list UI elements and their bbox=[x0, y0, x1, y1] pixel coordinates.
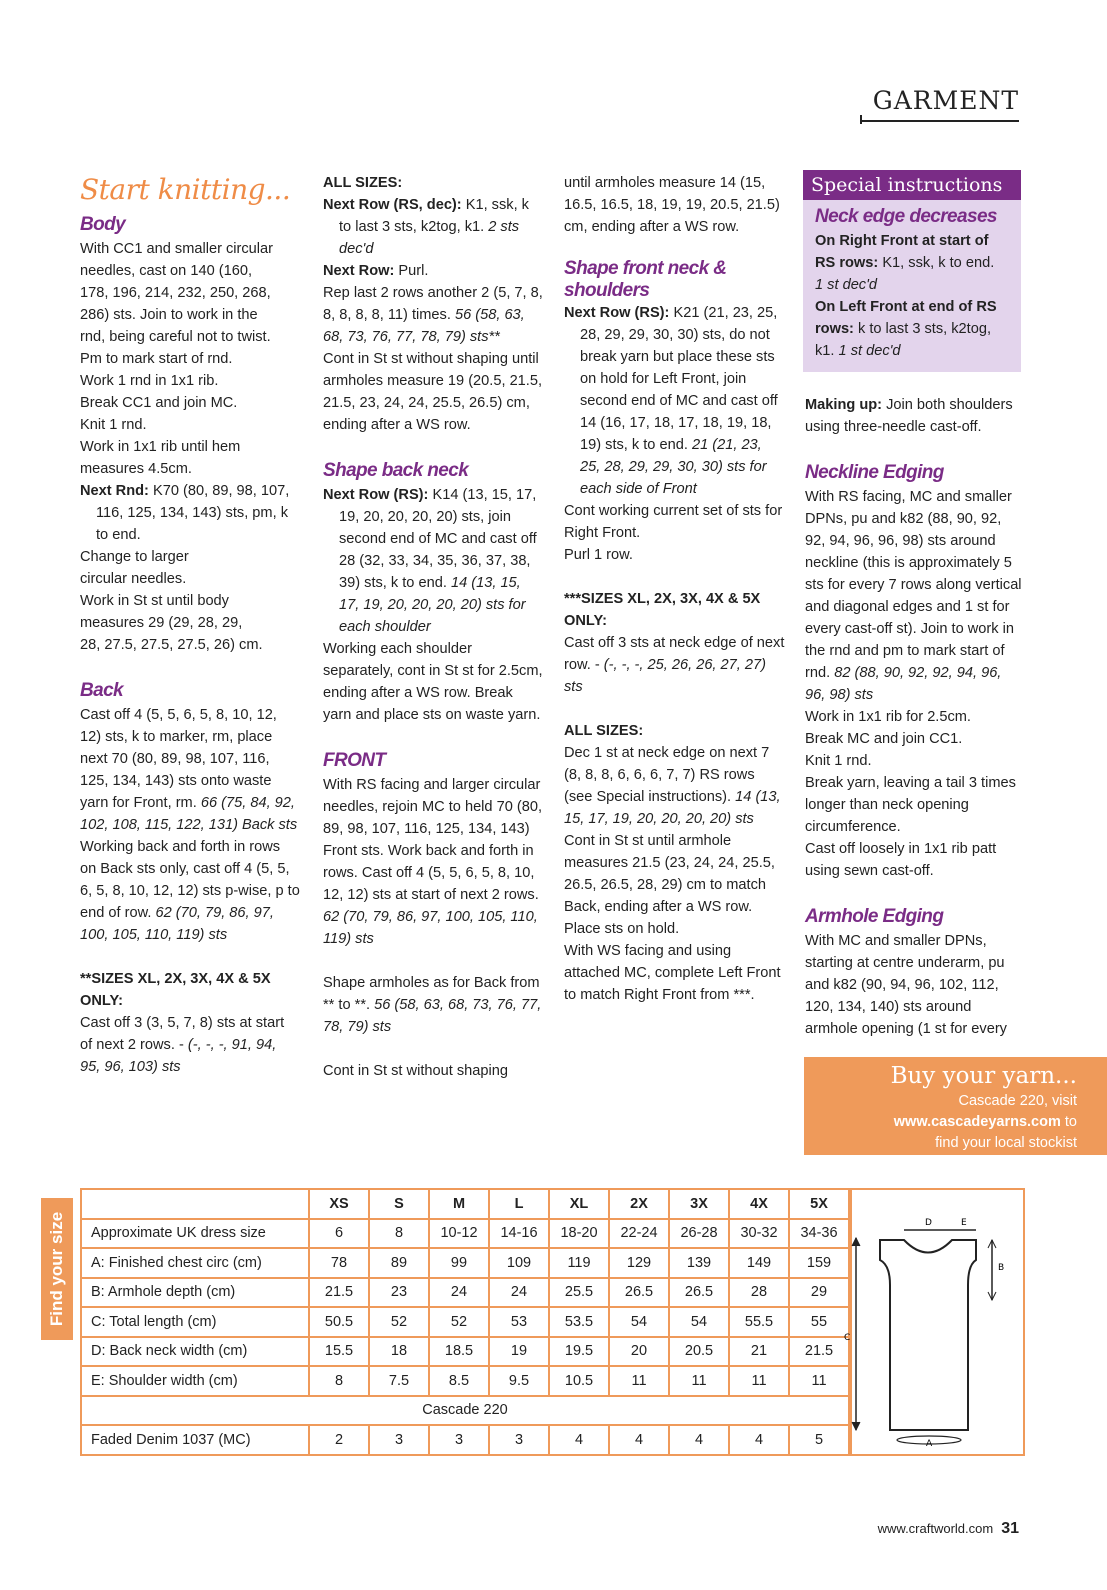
body-instructions bbox=[80, 238, 300, 480]
neckline-instruction: With RS facing, MC and smaller DPNs, pu and k82 (88, 90, 92, 92, 94, 96, 96, 98) sts around neckline (this is approximately 5 sts for every 7 rows along vertical and diagonal edges and 1 st for every cast-off st). Join to work in the rnd and pm to mark start of rnd. 82 (88, 90, 92, 92, 94, 96, 96, 98) sts bbox=[805, 489, 1022, 703]
page-footer bbox=[878, 1520, 1019, 1538]
table-cell: 22-24 bbox=[609, 1219, 669, 1249]
next-row-purl: Next Row: Purl. bbox=[323, 263, 429, 279]
text-line: 178, 196, 214, 232, 250, 268, bbox=[80, 285, 271, 301]
table-cell: 21 bbox=[729, 1337, 789, 1367]
text-line: Knit 1 rnd. bbox=[805, 753, 872, 769]
size-header: S bbox=[369, 1189, 429, 1219]
table-cell: 5 bbox=[789, 1425, 849, 1455]
table-cell: 54 bbox=[609, 1307, 669, 1337]
text-line: 286) sts. Join to work in the bbox=[80, 307, 258, 323]
text-line: Break yarn, leaving a tail 3 times longer than neck opening circumference. bbox=[805, 775, 1016, 835]
table-cell: 4 bbox=[669, 1425, 729, 1455]
body-instructions-2 bbox=[80, 546, 300, 656]
table-cell: 4 bbox=[729, 1425, 789, 1455]
find-your-size-tab: Find your size bbox=[41, 1198, 73, 1340]
front-neck-row: Next Row (RS): K21 (21, 23, 25, 28, 29, 29, 30, 30) sts, do not break yarn but place these sts on hold for Left Front, join second end of MC and cast off 14 (16, 17, 18, 17, 18, 19, 18, 19) sts, k to end. 21 (21, 23, 25, 28, 29, 29, 30, 30) sts for each side of Front bbox=[564, 305, 778, 497]
back-heading: Back bbox=[80, 680, 124, 701]
sizes-heading-3: ***SIZES XL, 2X, 3X, 4X & 5X ONLY: bbox=[564, 591, 761, 629]
armhole-instruction: With MC and smaller DPNs, starting at centre underarm, pu and k82 (90, 94, 96, 102, 112, 120, 134, 140) sts around armhole opening (1 st for every bbox=[805, 933, 1007, 1037]
table-cell: 26.5 bbox=[609, 1278, 669, 1308]
footer-url[interactable]: www.craftworld.com bbox=[877, 1521, 994, 1536]
table-cell: 8.5 bbox=[429, 1366, 489, 1396]
garment-diagram bbox=[844, 1188, 1025, 1456]
back-rows: Working back and forth in rows on Back sts only, cast off 4 (5, 5, 6, 5, 8, 10, 12, 12) sts p-wise, p to end of row. 62 (70, 79, 86, 97, 100, 105, 110, 119) sts bbox=[80, 839, 300, 943]
table-cell: 10.5 bbox=[549, 1366, 609, 1396]
neck-edge-heading: Neck edge decreases bbox=[815, 206, 997, 227]
armhole-heading: Armhole Edging bbox=[805, 906, 944, 927]
left-front-instruction: With WS facing and using attached MC, complete Left Front to match Right Front from ***. bbox=[564, 943, 781, 1003]
text-line: 28, 27.5, 27.5, 27.5, 26) cm. bbox=[80, 637, 263, 653]
shoulder-instruction: Working each shoulder separately, cont in St st for 2.5cm, ending after a WS row. Break yarn and place sts on waste yarn. bbox=[323, 641, 543, 723]
row-label: Approximate UK dress size bbox=[81, 1219, 309, 1249]
front-instruction: With RS facing and larger circular needles, rejoin MC to held 70 (80, 89, 98, 107, 116, 125, 134, 143) Front sts. Work back and forth in rows. Cast off 4 (5, 5, 6, 5, 8, 10, 12, 12) sts at start of next 2 rows. 62 (70, 79, 86, 97, 100, 105, 110, 119) sts bbox=[323, 777, 543, 947]
table-cell: 19.5 bbox=[549, 1337, 609, 1367]
table-cell: 50.5 bbox=[309, 1307, 369, 1337]
start-knitting-title: Start knitting... bbox=[80, 173, 291, 206]
repeat-rows: Rep last 2 rows another 2 (5, 7, 8, 8, 8, 8, 8, 11) times. 56 (58, 63, 68, 73, 76, 77, 78, 79) sts** bbox=[323, 285, 543, 345]
table-cell: 10-12 bbox=[429, 1219, 489, 1249]
table-cell: 30-32 bbox=[729, 1219, 789, 1249]
table-cell: 29 bbox=[789, 1278, 849, 1308]
text-line: measures 4.5cm. bbox=[80, 461, 192, 477]
text-line: measures 29 (29, 28, 29, bbox=[80, 615, 243, 631]
table-cell: 25.5 bbox=[549, 1278, 609, 1308]
text-line: needles, cast on 140 (160, bbox=[80, 263, 253, 279]
text-line: Break MC and join CC1. bbox=[805, 731, 963, 747]
row-label: C: Total length (cm) bbox=[81, 1307, 309, 1337]
diagram-label-a: A bbox=[926, 1439, 933, 1449]
size-header: 2X bbox=[609, 1189, 669, 1219]
text-line: circular needles. bbox=[80, 571, 187, 587]
dec-instruction: Dec 1 st at neck edge on next 7 (8, 8, 8, 6, 6, 6, 7, 7) RS rows (see Special instructions). 14 (13, 15, 17, 19, 20, 20, 20, 20) sts bbox=[564, 745, 781, 827]
neckline-rest bbox=[805, 706, 1025, 882]
table-cell: 9.5 bbox=[489, 1366, 549, 1396]
all-sizes-heading-3: ALL SIZES: bbox=[564, 723, 644, 739]
table-cell: 11 bbox=[609, 1366, 669, 1396]
text-line: Work in 1x1 rib for 2.5cm. bbox=[805, 709, 971, 725]
table-cell: 20.5 bbox=[669, 1337, 729, 1367]
table-cell: 4 bbox=[609, 1425, 669, 1455]
back-neck-row: Next Row (RS): K14 (13, 15, 17, 19, 20, 20, 20, 20) sts, join second end of MC and cast off 28 (32, 33, 34, 35, 36, 37, 38, 39) sts, k to end. 14 (13, 15, 17, 19, 20, 20, 20, 20) sts for each shoulder bbox=[323, 487, 537, 635]
size-header: L bbox=[489, 1189, 549, 1219]
place-sts: Place sts on hold. bbox=[564, 921, 680, 937]
shape-armholes: Shape armholes as for Back from ** to **. 56 (58, 63, 68, 73, 76, 77, 78, 79) sts bbox=[323, 975, 542, 1035]
table-cell: 18-20 bbox=[549, 1219, 609, 1249]
row-label: A: Finished chest circ (cm) bbox=[81, 1248, 309, 1278]
table-cell: 159 bbox=[789, 1248, 849, 1278]
table-cell: 54 bbox=[669, 1307, 729, 1337]
cont-working: Cont working current set of sts for Right Front. bbox=[564, 503, 783, 541]
row-label: B: Armhole depth (cm) bbox=[81, 1278, 309, 1308]
size-header: XL bbox=[549, 1189, 609, 1219]
table-cell: 7.5 bbox=[369, 1366, 429, 1396]
table-cell: 20 bbox=[609, 1337, 669, 1367]
table-cell: 21.5 bbox=[789, 1337, 849, 1367]
next-row-dec: Next Row (RS, dec): K1, ssk, k to last 3 sts, k2tog, k1. 2 sts dec'd bbox=[323, 197, 529, 257]
buy-yarn-line1: Cascade 220, visit bbox=[958, 1093, 1077, 1109]
special-instructions-box bbox=[803, 170, 1021, 372]
table-cell: 53 bbox=[489, 1307, 549, 1337]
table-cell: 3 bbox=[429, 1425, 489, 1455]
sizes-castoff-3: Cast off 3 sts at neck edge of next row. - (-, -, -, 25, 26, 26, 27, 27) sts bbox=[564, 635, 785, 695]
table-row bbox=[81, 1307, 849, 1337]
diagram-label-e: E bbox=[961, 1218, 967, 1228]
table-row bbox=[81, 1278, 849, 1308]
table-cell: 89 bbox=[369, 1248, 429, 1278]
table-cell: 78 bbox=[309, 1248, 369, 1278]
table-cell: 11 bbox=[789, 1366, 849, 1396]
table-cell: 119 bbox=[549, 1248, 609, 1278]
table-cell: 18.5 bbox=[429, 1337, 489, 1367]
table-cell: 14-16 bbox=[489, 1219, 549, 1249]
size-header: 5X bbox=[789, 1189, 849, 1219]
table-cell: 8 bbox=[369, 1219, 429, 1249]
text-line: Pm to mark start of rnd. bbox=[80, 351, 233, 367]
table-cell: 4 bbox=[549, 1425, 609, 1455]
page-number: 31 bbox=[1001, 1520, 1019, 1537]
table-cell: 6 bbox=[309, 1219, 369, 1249]
diagram-label-c: C bbox=[844, 1333, 851, 1343]
yarn-heading: Cascade 220 bbox=[81, 1396, 849, 1426]
cont-st-st: Cont in St st without shaping until armholes measure 19 (20.5, 21.5, 21.5, 23, 24, 24, 25.5, 26.5) cm, ending after a WS row. bbox=[323, 351, 543, 433]
cont-armhole: Cont in St st until armhole measures 21.5 (23, 24, 24, 25.5, 26.5, 26.5, 28, 29) cm to match Back, ending after a WS row. bbox=[564, 833, 775, 915]
armhole-measure: until armholes measure 14 (15, 16.5, 16.5, 18, 19, 19, 20.5, 21.5) cm, ending after a WS row. bbox=[564, 175, 780, 235]
size-header: 3X bbox=[669, 1189, 729, 1219]
table-cell: 26.5 bbox=[669, 1278, 729, 1308]
row-label: D: Back neck width (cm) bbox=[81, 1337, 309, 1367]
table-cell: 18 bbox=[369, 1337, 429, 1367]
column-3 bbox=[564, 172, 786, 1006]
right-front-dec: On Right Front at start of RS rows: K1, ssk, k to end. 1 st dec'd bbox=[815, 233, 995, 293]
text-line: Change to larger bbox=[80, 549, 189, 565]
table-cell: 11 bbox=[729, 1366, 789, 1396]
special-instructions-title: Special instructions bbox=[803, 170, 1021, 200]
next-rnd-instruction: Next Rnd: K70 (80, 89, 98, 107, 116, 125, 134, 143) sts, pm, k to end. bbox=[80, 483, 290, 543]
text-line: With CC1 and smaller circular bbox=[80, 241, 274, 257]
shape-front-neck-heading: Shape front neck & shoulders bbox=[564, 258, 727, 301]
yarn-url-link[interactable]: www.cascadeyarns.com bbox=[893, 1114, 1061, 1130]
text-line: Knit 1 rnd. bbox=[80, 417, 147, 433]
all-sizes-heading: ALL SIZES: bbox=[323, 175, 403, 191]
diagram-label-b: B bbox=[998, 1263, 1005, 1273]
table-cell: 19 bbox=[489, 1337, 549, 1367]
table-cell: 8 bbox=[309, 1366, 369, 1396]
text-line: Work in 1x1 rib until hem bbox=[80, 439, 241, 455]
table-cell: 55.5 bbox=[729, 1307, 789, 1337]
table-row bbox=[81, 1366, 849, 1396]
purl-row: Purl 1 row. bbox=[564, 547, 633, 563]
text-line: Break CC1 and join MC. bbox=[80, 395, 238, 411]
body-heading: Body bbox=[80, 214, 126, 235]
table-row bbox=[81, 1425, 849, 1455]
section-rule bbox=[860, 120, 1019, 122]
row-label: Faded Denim 1037 (MC) bbox=[81, 1425, 309, 1455]
table-cell: 52 bbox=[429, 1307, 489, 1337]
diagram-label-d: D bbox=[925, 1218, 932, 1228]
table-cell: 15.5 bbox=[309, 1337, 369, 1367]
text-line: rnd, being careful not to twist. bbox=[80, 329, 271, 345]
size-table bbox=[80, 1188, 850, 1456]
table-cell: 11 bbox=[669, 1366, 729, 1396]
table-cell: 24 bbox=[429, 1278, 489, 1308]
table-cell: 21.5 bbox=[309, 1278, 369, 1308]
table-row bbox=[81, 1337, 849, 1367]
table-cell: 129 bbox=[609, 1248, 669, 1278]
table-cell: 3 bbox=[489, 1425, 549, 1455]
text-line: Work in St st until body bbox=[80, 593, 229, 609]
table-cell: 52 bbox=[369, 1307, 429, 1337]
buy-yarn-line3: find your local stockist bbox=[935, 1135, 1077, 1151]
text-line: Work 1 rnd in 1x1 rib. bbox=[80, 373, 219, 389]
sizes-castoff: Cast off 3 (3, 5, 7, 8) sts at start of next 2 rows. - (-, -, -, 91, 94, 95, 96, 103) sts bbox=[80, 1015, 285, 1075]
table-cell: 34-36 bbox=[789, 1219, 849, 1249]
buy-yarn-box: Buy your yarn... Cascade 220, visit www.cascadeyarns.com to find your local stockist bbox=[804, 1057, 1107, 1155]
table-row bbox=[81, 1248, 849, 1278]
column-2 bbox=[323, 172, 543, 1082]
table-cell: 55 bbox=[789, 1307, 849, 1337]
text-line: Cast off loosely in 1x1 rib patt using sewn cast-off. bbox=[805, 841, 997, 879]
section-label: GARMENT bbox=[872, 86, 1019, 115]
table-cell: 24 bbox=[489, 1278, 549, 1308]
column-1 bbox=[80, 170, 300, 1078]
table-cell: 3 bbox=[369, 1425, 429, 1455]
column-4 bbox=[805, 170, 1025, 1040]
table-cell: 139 bbox=[669, 1248, 729, 1278]
size-header: XS bbox=[309, 1189, 369, 1219]
table-cell: 109 bbox=[489, 1248, 549, 1278]
table-cell: 23 bbox=[369, 1278, 429, 1308]
size-header: 4X bbox=[729, 1189, 789, 1219]
sizes-heading: **SIZES XL, 2X, 3X, 4X & 5X ONLY: bbox=[80, 971, 271, 1009]
shape-back-neck-heading: Shape back neck bbox=[323, 460, 469, 481]
table-cell: 99 bbox=[429, 1248, 489, 1278]
table-corner bbox=[81, 1189, 309, 1219]
table-cell: 2 bbox=[309, 1425, 369, 1455]
back-castoff: Cast off 4 (5, 5, 6, 5, 8, 10, 12, 12) sts, k to marker, rm, place next 70 (80, 89, 98, 107, 116, 125, 134, 143) sts onto waste yarn for Front, rm. 66 (75, 84, 92, 102, 108, 115, 122, 131) Back sts bbox=[80, 707, 298, 833]
table-row bbox=[81, 1219, 849, 1249]
buy-yarn-title: Buy your yarn... bbox=[890, 1063, 1077, 1089]
making-up: Making up: Join both shoulders using three-needle cast-off. bbox=[805, 397, 1013, 435]
table-cell: 26-28 bbox=[669, 1219, 729, 1249]
table-cell: 149 bbox=[729, 1248, 789, 1278]
left-front-dec: On Left Front at end of RS rows: k to last 3 sts, k2tog, k1. 1 st dec'd bbox=[815, 299, 997, 359]
table-cell: 28 bbox=[729, 1278, 789, 1308]
size-header: M bbox=[429, 1189, 489, 1219]
table-cell: 53.5 bbox=[549, 1307, 609, 1337]
cont-without-shaping: Cont in St st without shaping bbox=[323, 1063, 508, 1079]
front-heading: FRONT bbox=[323, 750, 386, 771]
row-label: E: Shoulder width (cm) bbox=[81, 1366, 309, 1396]
neckline-heading: Neckline Edging bbox=[805, 462, 944, 483]
garment-schematic-icon bbox=[844, 1190, 1023, 1454]
